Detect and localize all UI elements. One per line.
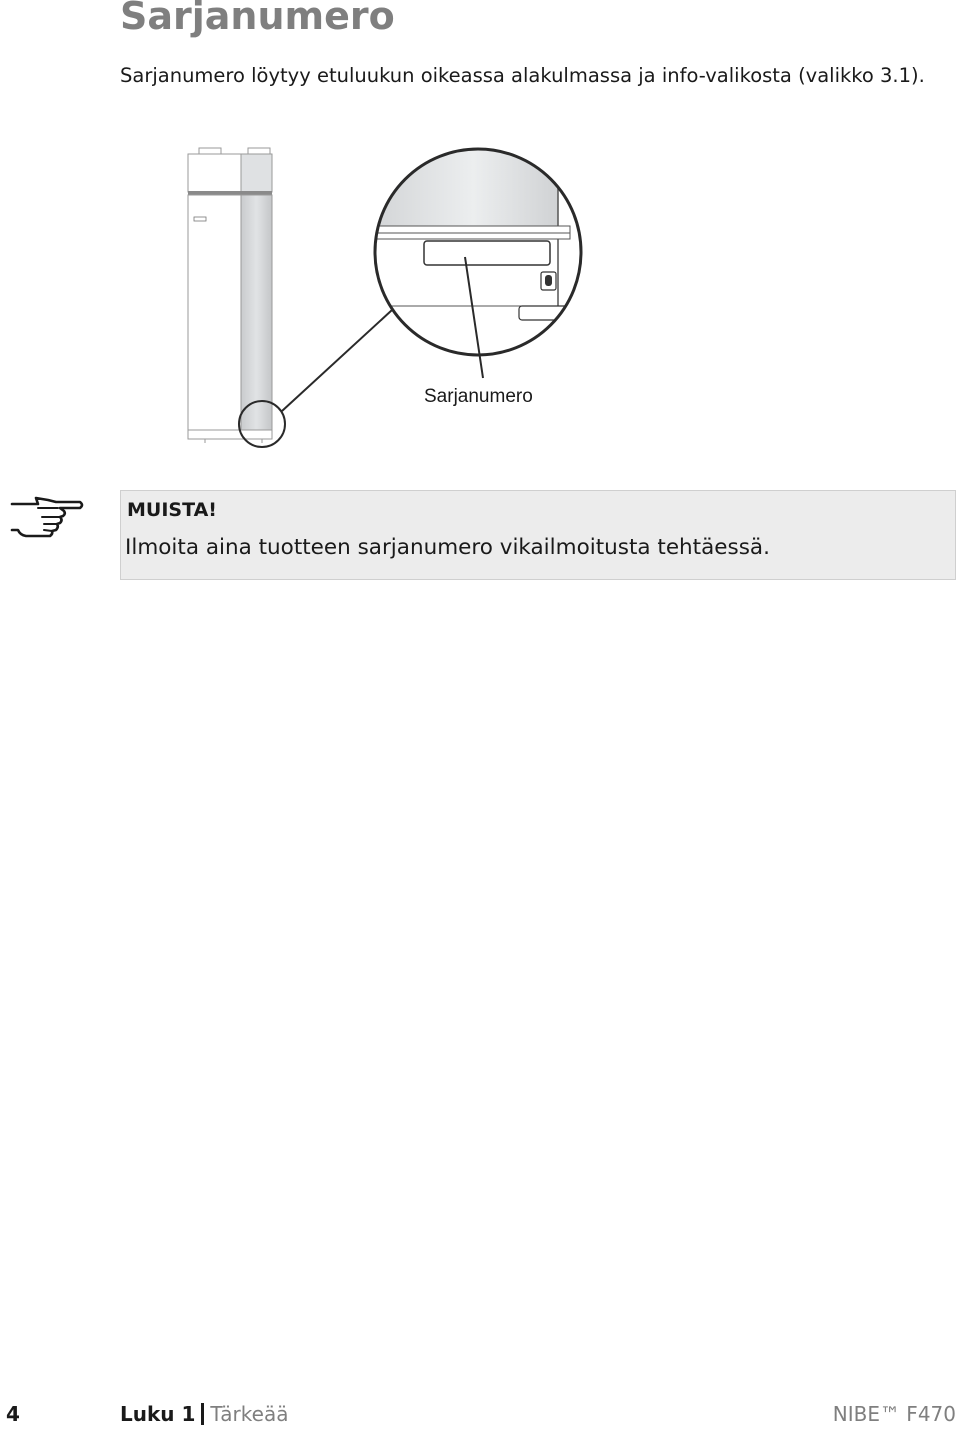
section-name: Tärkeää xyxy=(210,1402,289,1426)
detail-connector xyxy=(282,310,392,411)
figure-label: Sarjanumero xyxy=(424,386,533,407)
note-title: MUISTA! xyxy=(127,499,217,521)
page-footer xyxy=(0,1398,960,1432)
page-number: 4 xyxy=(6,1402,20,1426)
product-name: NIBE™ F470 xyxy=(832,1402,956,1426)
page-title: Sarjanumero xyxy=(120,0,395,38)
note-text: Ilmoita aina tuotteen sarjanumero vikailmoitusta tehtäessä. xyxy=(125,535,770,560)
heat-pump-unit xyxy=(188,148,272,443)
chapter-label xyxy=(120,1402,288,1426)
chapter-separator xyxy=(201,1403,204,1425)
pointing-hand-icon xyxy=(8,490,84,540)
serial-number-figure xyxy=(0,0,960,460)
chapter-name: Luku 1 xyxy=(120,1402,196,1426)
note-box xyxy=(120,490,956,580)
intro-paragraph: Sarjanumero löytyy etuluukun oikeassa alakulmassa ja info-valikosta (valikko 3.1). xyxy=(120,64,925,87)
serial-number-plate xyxy=(424,241,550,265)
